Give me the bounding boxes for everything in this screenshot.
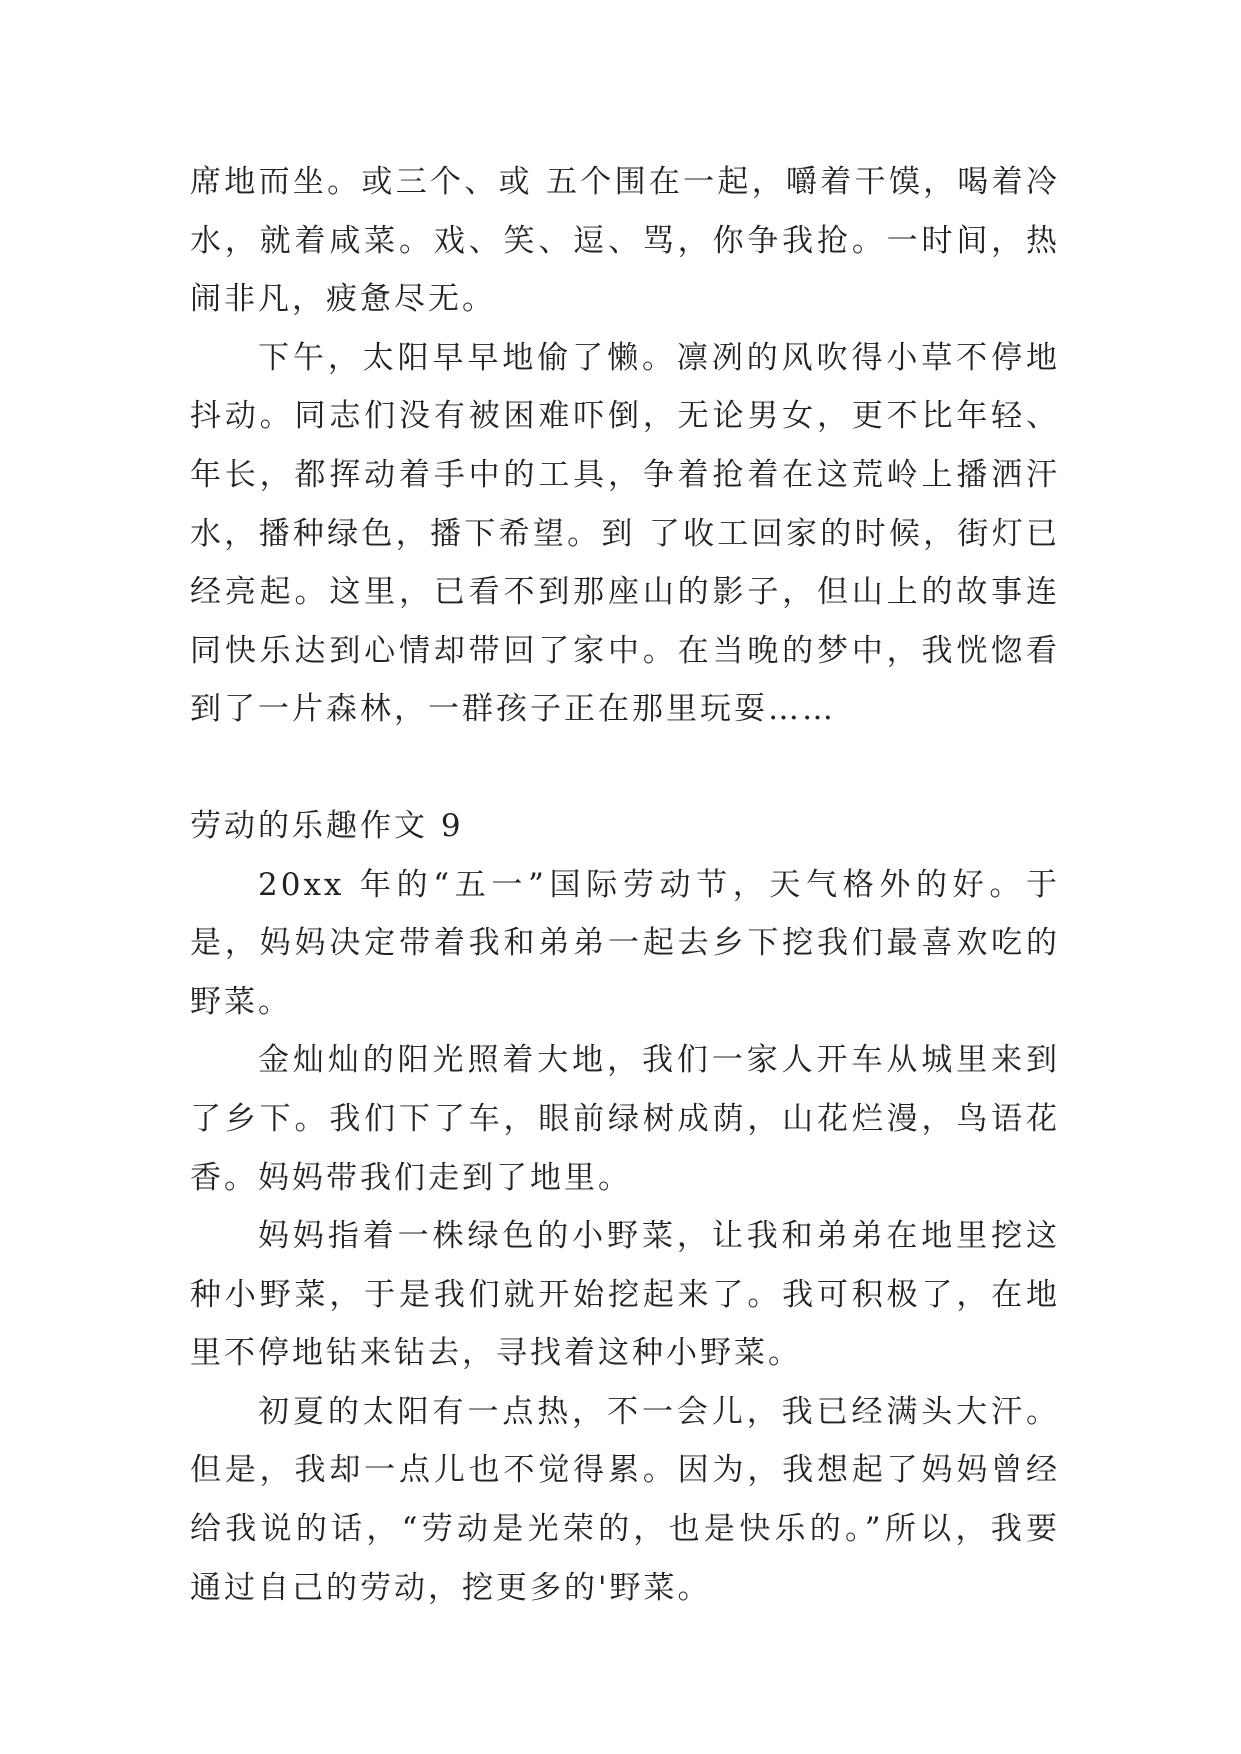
section-title: 劳动的乐趣作文 9 <box>190 807 464 844</box>
paragraph: 金灿灿的阳光照着大地，我们一家人开车从城里来到了乡下。我们下了车，眼前绿树成荫，山花烂漫，鸟语花香。妈妈带我们走到了地里。 <box>190 1042 1060 1196</box>
paragraph-continuation: 席地而坐。或三个、或 五个围在一起，嚼着干馍，喝着冷水，就着咸菜。戏、笑、逗、骂，你争我抢。一时间，热闹非凡，疲惫尽无。 <box>190 164 1060 318</box>
paragraph: 妈妈指着一株绿色的小野菜，让我和弟弟在地里挖这种小野菜，于是我们就开始挖起来了。我可积极了，在地里不停地钻来钻去，寻找着这种小野菜。 <box>190 1218 1060 1372</box>
paragraph: 20xx 年的“五一”国际劳动节，天气格外的好。于是，妈妈决定带着我和弟弟一起去乡下挖我们最喜欢吃的野菜。 <box>190 866 1060 1020</box>
section-spacer <box>190 739 1060 797</box>
paragraph: 下午，太阳早早地偷了懒。凛冽的风吹得小草不停地抖动。同志们没有被困难吓倒，无论男女，更不比年轻、年长，都挥动着手中的工具，争着抢着在这荒岭上播洒汗水，播种绿色，播下希望。到 了收工回家的时候，街灯已经亮起。这里，已看不到那座山的影子，但山上的故事连同快乐达到心情却带回了家中。在当晚的梦中，我恍惚看到了一片森林，一群孩子正在那里玩耍…… <box>190 339 1060 728</box>
paragraph: 初夏的太阳有一点热，不一会儿，我已经满头大汗。但是，我却一点儿也不觉得累。因为，我想起了妈妈曾经给我说的话，“劳动是光荣的，也是快乐的。”所以，我要通过自己的劳动，挖更多的'野菜。 <box>190 1393 1060 1606</box>
document-body <box>190 153 1060 1617</box>
